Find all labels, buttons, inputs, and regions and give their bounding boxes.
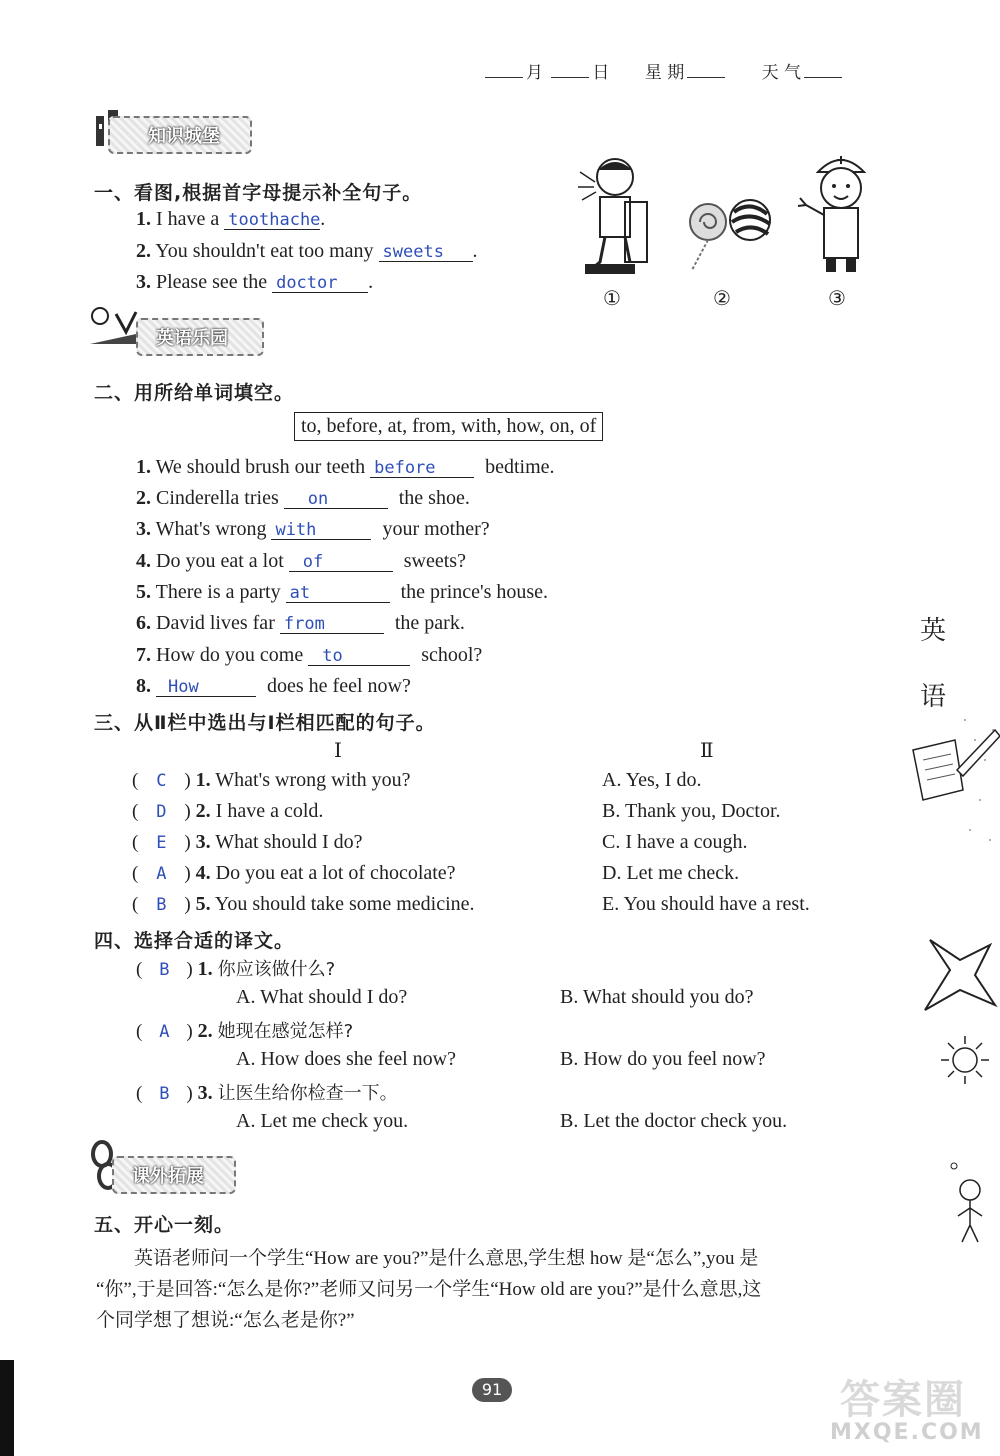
s4-option-1a[interactable]: A. What should I do?	[236, 986, 408, 1008]
star-decoration	[920, 930, 1000, 1025]
watermark-url: MXQE.COM	[830, 1420, 984, 1445]
s4-item-1: ( B ) 1. 你应该做什么?	[136, 958, 336, 980]
s4-option-3b[interactable]: B. Let the doctor check you.	[560, 1110, 788, 1132]
s3-answer-2[interactable]: D	[156, 802, 167, 822]
s3-answer-5[interactable]: B	[156, 895, 167, 915]
s4-item-2: ( A ) 2. 她现在感觉怎样?	[136, 1020, 354, 1042]
s2-item-8: 8. How does he feel now?	[136, 675, 411, 697]
page-number: 91	[472, 1378, 512, 1402]
joke-paragraph	[96, 1243, 896, 1336]
s1-item-3: 3. Please see the doctor .	[136, 271, 374, 293]
s3-right-c: C. I have a cough.	[602, 831, 748, 853]
s2-answer-5[interactable]: at	[286, 584, 390, 603]
banner-extension: 课外拓展	[112, 1156, 236, 1194]
s2-item-2: 2. Cinderella tries on the shoe.	[136, 487, 470, 509]
s3-left-4: ( A ) 4. Do you eat a lot of chocolate?	[132, 862, 456, 884]
s3-answer-1[interactable]: C	[156, 771, 167, 791]
banner-knowledge: 知识城堡	[108, 116, 252, 154]
s3-right-a: A. Yes, I do.	[602, 769, 702, 791]
s2-answer-2[interactable]: on	[284, 490, 388, 509]
s1-item-1: 1. I have a toothache.	[136, 208, 326, 230]
s1-answer-3[interactable]: doctor	[272, 274, 368, 293]
section5-title: 五、开心一刻。	[94, 1214, 235, 1236]
pic-label-2: ②	[713, 286, 731, 310]
pic-label-1: ①	[603, 286, 621, 310]
pic-label-3: ③	[828, 286, 846, 310]
watermark-logo: 答案圈	[840, 1377, 966, 1423]
s3-left-5: ( B ) 5. You should take some medicine.	[132, 893, 475, 915]
section2-title: 二、用所给单词填空。	[94, 382, 295, 404]
word-bank: to, before, at, from, with, how, on, of	[294, 412, 603, 441]
s4-option-1b[interactable]: B. What should you do?	[560, 986, 754, 1008]
s2-answer-6[interactable]: from	[280, 615, 384, 634]
s3-right-e: E. You should have a rest.	[602, 893, 810, 915]
s2-answer-3[interactable]: with	[271, 521, 371, 540]
s4-option-2a[interactable]: A. How does she feel now?	[236, 1048, 456, 1070]
sweets-illustration	[672, 192, 782, 277]
side-label-ying: 英	[920, 616, 947, 646]
figure-decoration	[940, 1150, 1000, 1255]
s3-answer-4[interactable]: A	[156, 864, 167, 884]
s1-item-2: 2. You shouldn't eat too many sweets .	[136, 240, 478, 262]
s4-answer-3[interactable]: B	[159, 1084, 170, 1104]
pencil-paper-decoration	[905, 700, 1000, 885]
s2-item-7: 7. How do you come to school?	[136, 644, 483, 666]
s2-answer-8[interactable]: How	[156, 678, 256, 697]
section3-title: 三、从Ⅱ栏中选出与Ⅰ栏相匹配的句子。	[94, 712, 436, 734]
s3-left-1: ( C ) 1. What's wrong with you?	[132, 769, 411, 791]
joke-line-1: 英语老师问一个学生“How are you?”是什么意思,学生想 how 是“怎么”,you 是	[134, 1248, 759, 1269]
s1-answer-2[interactable]: sweets	[379, 243, 473, 262]
weekday-label: 星 期	[644, 63, 685, 83]
s2-item-1: 1. We should brush our teeth before bedtime.	[136, 456, 555, 478]
sun-decoration	[935, 1030, 995, 1095]
s3-left-3: ( E ) 3. What should I do?	[132, 831, 363, 853]
s3-right-b: B. Thank you, Doctor.	[602, 800, 781, 822]
date-header	[482, 58, 845, 83]
s2-item-5: 5. There is a party at the prince's house.	[136, 581, 549, 603]
joke-line-3: 个同学想了想说:“怎么老是你?”	[96, 1310, 355, 1331]
column-2-label: Ⅱ	[700, 740, 714, 762]
column-1-label: Ⅰ	[334, 740, 342, 762]
s2-item-6: 6. David lives far from the park.	[136, 612, 465, 634]
s2-answer-4[interactable]: of	[289, 553, 393, 572]
s2-item-3: 3. What's wrong with your mother?	[136, 518, 490, 540]
s3-right-d: D. Let me check.	[602, 862, 740, 884]
s1-answer-1[interactable]: toothache	[224, 211, 320, 230]
page-edge-bar	[0, 1360, 14, 1456]
section4-title: 四、选择合适的译文。	[94, 930, 295, 952]
s2-answer-1[interactable]: before	[370, 459, 474, 478]
weather-label: 天 气	[761, 63, 802, 83]
doctor-illustration	[796, 150, 886, 283]
day-label: 日	[592, 63, 610, 83]
toothache-boy-illustration	[570, 152, 660, 287]
section1-title: 一、看图,根据首字母提示补全句子。	[94, 182, 423, 204]
s3-left-2: ( D ) 2. I have a cold.	[132, 800, 324, 822]
s4-item-3: ( B ) 3. 让医生给你检查一下。	[136, 1082, 398, 1104]
s4-option-3a[interactable]: A. Let me check you.	[236, 1110, 409, 1132]
joke-line-2: “你”,于是回答:“怎么是你?”老师又问另一个学生“How old are you?”是什么意思,这	[96, 1279, 762, 1300]
s4-option-2b[interactable]: B. How do you feel now?	[560, 1048, 766, 1070]
s4-answer-1[interactable]: B	[159, 960, 170, 980]
s2-answer-7[interactable]: to	[308, 647, 410, 666]
side-label-yu: 语	[920, 682, 947, 712]
s2-item-4: 4. Do you eat a lot of sweets?	[136, 550, 466, 572]
s3-answer-3[interactable]: E	[156, 833, 167, 853]
s4-answer-2[interactable]: A	[159, 1022, 170, 1042]
banner-english-fun: 英语乐园	[136, 318, 264, 356]
month-label: 月	[526, 63, 543, 83]
